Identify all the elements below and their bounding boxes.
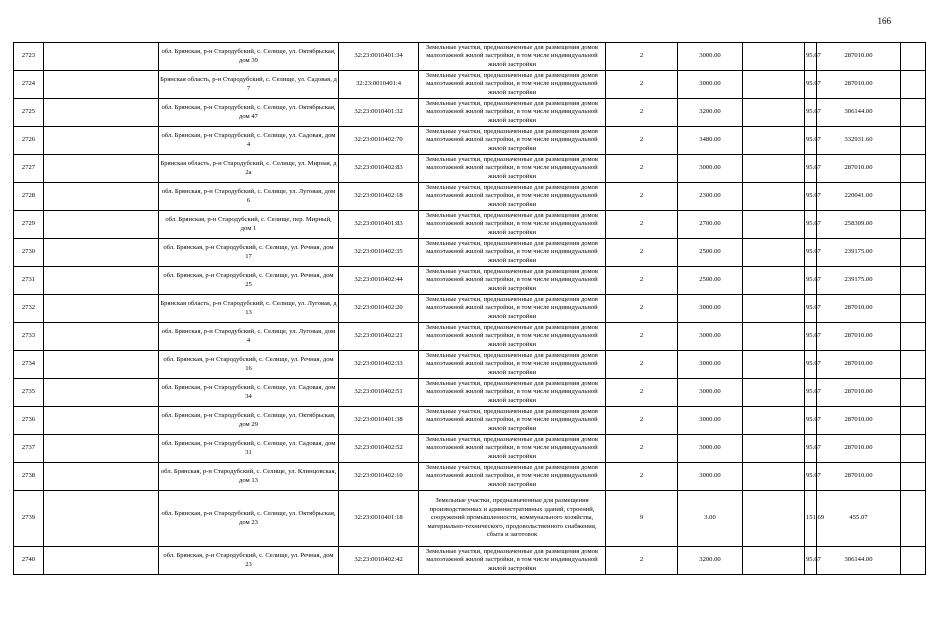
empty-cell: [743, 239, 805, 267]
rate-cell: 95.67: [805, 43, 817, 71]
empty-cell: [743, 323, 805, 351]
cadastral-number-cell: 32:23:0010401:34: [339, 43, 419, 71]
cadastral-number-cell: 32:23:0010402:18: [339, 183, 419, 211]
category-cell: 2: [606, 323, 678, 351]
cadastral-value-cell: 306144.00: [817, 547, 901, 575]
cadastral-value-cell: 455.07: [817, 491, 901, 547]
empty-cell: [44, 99, 159, 127]
area-cell: 3200.00: [678, 99, 743, 127]
rate-cell: 95.67: [805, 435, 817, 463]
empty-cell: [44, 183, 159, 211]
cadastral-number-cell: 32:23:0010401:4: [339, 71, 419, 99]
empty-cell: [901, 435, 926, 463]
empty-cell: [44, 211, 159, 239]
cadastral-number-cell: 32:23:0010402:10: [339, 463, 419, 491]
area-cell: 3.00: [678, 491, 743, 547]
cadastral-number-cell: 32:23:0010401:38: [339, 407, 419, 435]
row-number: 2727: [14, 155, 44, 183]
cadastral-number-cell: 32:23:0010402:35: [339, 239, 419, 267]
empty-cell: [743, 435, 805, 463]
category-cell: 2: [606, 71, 678, 99]
empty-cell: [901, 239, 926, 267]
land-use-cell: Земельные участки, предназначенные для размещения домов малоэтажной жилой застройки, в том числе индивидуальной жилой застройки: [419, 323, 606, 351]
table-row: [14, 463, 926, 491]
empty-cell: [44, 407, 159, 435]
address-cell: обл. Брянская, р-н Стародубский, с. Селище, пер. Мирный, дом 1: [159, 211, 339, 239]
empty-cell: [44, 351, 159, 379]
empty-cell: [743, 379, 805, 407]
empty-cell: [743, 267, 805, 295]
cadastral-number-cell: 32:23:0010402:42: [339, 547, 419, 575]
category-cell: 2: [606, 239, 678, 267]
address-cell: обл. Брянская, р-н Стародубский, с. Селище, ул. Речная, дом 16: [159, 351, 339, 379]
rate-cell: 95.67: [805, 547, 817, 575]
empty-cell: [743, 211, 805, 239]
category-cell: 2: [606, 407, 678, 435]
land-use-cell: Земельные участки, предназначенные для размещения домов малоэтажной жилой застройки, в том числе индивидуальной жилой застройки: [419, 379, 606, 407]
area-cell: 2500.00: [678, 239, 743, 267]
area-cell: 3000.00: [678, 351, 743, 379]
empty-cell: [901, 547, 926, 575]
cadastral-number-cell: 32:23:0010401:18: [339, 491, 419, 547]
area-cell: 3000.00: [678, 155, 743, 183]
land-use-cell: Земельные участки, предназначенные для размещения домов малоэтажной жилой застройки, в том числе индивидуальной жилой застройки: [419, 547, 606, 575]
empty-cell: [901, 155, 926, 183]
empty-cell: [743, 71, 805, 99]
empty-cell: [743, 407, 805, 435]
area-cell: 3000.00: [678, 407, 743, 435]
land-use-cell: Земельные участки, предназначенные для размещения домов малоэтажной жилой застройки, в том числе индивидуальной жилой застройки: [419, 463, 606, 491]
empty-cell: [743, 43, 805, 71]
area-cell: 3000.00: [678, 379, 743, 407]
row-number: 2735: [14, 379, 44, 407]
land-use-cell: Земельные участки, предназначенные для размещения домов малоэтажной жилой застройки, в том числе индивидуальной жилой застройки: [419, 183, 606, 211]
row-number: 2731: [14, 267, 44, 295]
area-cell: 3000.00: [678, 323, 743, 351]
row-number: 2739: [14, 491, 44, 547]
cadastral-number-cell: 32:23:0010402:33: [339, 351, 419, 379]
row-number: 2725: [14, 99, 44, 127]
rate-cell: 95.67: [805, 463, 817, 491]
empty-cell: [901, 71, 926, 99]
row-number: 2726: [14, 127, 44, 155]
cadastral-number-cell: 32:23:0010402:21: [339, 323, 419, 351]
address-cell: обл. Брянская, р-н Стародубский, с. Селище, ул. Садовая, дом 31: [159, 435, 339, 463]
category-cell: 2: [606, 127, 678, 155]
address-cell: обл. Брянская, р-н Стародубский, с. Селище, ул. Луговая, дом 4: [159, 323, 339, 351]
empty-cell: [743, 99, 805, 127]
empty-cell: [901, 183, 926, 211]
cadastral-number-cell: 32:23:0010402:83: [339, 155, 419, 183]
cadastral-number-cell: 32:23:0010402:20: [339, 295, 419, 323]
empty-cell: [44, 463, 159, 491]
area-cell: 3200.00: [678, 547, 743, 575]
rate-cell: 95.67: [805, 323, 817, 351]
empty-cell: [44, 239, 159, 267]
empty-cell: [44, 379, 159, 407]
address-cell: Брянская область, р-н Стародубский, с. Селище, ул. Садовая, д 7: [159, 71, 339, 99]
page-number: 166: [877, 16, 891, 26]
rate-cell: 95.67: [805, 155, 817, 183]
empty-cell: [901, 379, 926, 407]
cadastral-number-cell: 32:23:0010402:70: [339, 127, 419, 155]
cadastral-value-cell: 306144.00: [817, 99, 901, 127]
area-cell: 3000.00: [678, 71, 743, 99]
cadastral-value-cell: 220041.00: [817, 183, 901, 211]
table-row: [14, 407, 926, 435]
cadastral-value-cell: 258309.00: [817, 211, 901, 239]
row-number: 2724: [14, 71, 44, 99]
address-cell: обл. Брянская, р-н Стародубский, с. Селище, ул. Садовая, дом 34: [159, 379, 339, 407]
category-cell: 2: [606, 43, 678, 71]
cadastral-value-cell: 287010.00: [817, 351, 901, 379]
row-number: 2734: [14, 351, 44, 379]
address-cell: обл. Брянская, р-н Стародубский, с. Селище, ул. Октябрьская, дом 23: [159, 491, 339, 547]
empty-cell: [44, 127, 159, 155]
land-use-cell: Земельные участки, предназначенные для размещения домов малоэтажной жилой застройки, в том числе индивидуальной жилой застройки: [419, 155, 606, 183]
table-row: [14, 491, 926, 547]
empty-cell: [901, 351, 926, 379]
row-number: 2723: [14, 43, 44, 71]
empty-cell: [901, 323, 926, 351]
table-body: [14, 43, 926, 575]
category-cell: 2: [606, 435, 678, 463]
cadastral-value-cell: 287010.00: [817, 43, 901, 71]
land-use-cell: Земельные участки, предназначенные для размещения домов малоэтажной жилой застройки, в том числе индивидуальной жилой застройки: [419, 407, 606, 435]
row-number: 2728: [14, 183, 44, 211]
cadastral-number-cell: 32:23:0010402:44: [339, 267, 419, 295]
empty-cell: [743, 127, 805, 155]
cadastral-value-cell: 287010.00: [817, 379, 901, 407]
address-cell: Брянская область, р-н Стародубский, с. Селище, ул. Мирная, д 2а: [159, 155, 339, 183]
rate-cell: 95.67: [805, 379, 817, 407]
empty-cell: [901, 491, 926, 547]
table-row: [14, 547, 926, 575]
empty-cell: [44, 491, 159, 547]
category-cell: 2: [606, 351, 678, 379]
table-row: [14, 127, 926, 155]
row-number: 2733: [14, 323, 44, 351]
cadastral-value-cell: 287010.00: [817, 407, 901, 435]
empty-cell: [44, 155, 159, 183]
empty-cell: [44, 435, 159, 463]
rate-cell: 151.69: [805, 491, 817, 547]
table-row: [14, 267, 926, 295]
rate-cell: 95.67: [805, 211, 817, 239]
area-cell: 3000.00: [678, 435, 743, 463]
cadastral-number-cell: 32:23:0010401:83: [339, 211, 419, 239]
category-cell: 9: [606, 491, 678, 547]
land-use-cell: Земельные участки, предназначенные для размещения домов малоэтажной жилой застройки, в том числе индивидуальной жилой застройки: [419, 211, 606, 239]
table-row: [14, 183, 926, 211]
area-cell: 3480.00: [678, 127, 743, 155]
category-cell: 2: [606, 267, 678, 295]
land-use-cell: Земельные участки, предназначенные для размещения домов малоэтажной жилой застройки, в том числе индивидуальной жилой застройки: [419, 267, 606, 295]
row-number: 2737: [14, 435, 44, 463]
cadastral-value-cell: 287010.00: [817, 295, 901, 323]
empty-cell: [901, 267, 926, 295]
empty-cell: [901, 295, 926, 323]
row-number: 2738: [14, 463, 44, 491]
address-cell: обл. Брянская, р-н Стародубский, с. Селище, ул. Клинцовская, дом 13: [159, 463, 339, 491]
category-cell: 2: [606, 155, 678, 183]
category-cell: 2: [606, 379, 678, 407]
empty-cell: [743, 351, 805, 379]
empty-cell: [901, 407, 926, 435]
address-cell: обл. Брянская, р-н Стародубский, с. Селище, ул. Луговая, дом 6: [159, 183, 339, 211]
address-cell: обл. Брянская, р-н Стародубский, с. Селище, ул. Садовая, дом 4: [159, 127, 339, 155]
empty-cell: [44, 295, 159, 323]
cadastral-value-cell: 287010.00: [817, 71, 901, 99]
table-row: [14, 239, 926, 267]
cadastral-number-cell: 32:23:0010401:32: [339, 99, 419, 127]
cadastral-value-cell: 239175.00: [817, 267, 901, 295]
table-row: [14, 71, 926, 99]
area-cell: 3000.00: [678, 43, 743, 71]
cadastral-number-cell: 32:23:0010402:52: [339, 435, 419, 463]
rate-cell: 95.67: [805, 71, 817, 99]
empty-cell: [743, 491, 805, 547]
address-cell: обл. Брянская, р-н Стародубский, с. Селище, ул. Речная, дом 23: [159, 547, 339, 575]
table-row: [14, 435, 926, 463]
table-row: [14, 379, 926, 407]
address-cell: обл. Брянская, р-н Стародубский, с. Селище, ул. Октябрьская, дом 29: [159, 407, 339, 435]
empty-cell: [901, 43, 926, 71]
land-use-cell: Земельные участки, предназначенные для размещения домов малоэтажной жилой застройки, в том числе индивидуальной жилой застройки: [419, 295, 606, 323]
cadastral-value-cell: 287010.00: [817, 435, 901, 463]
table-row: [14, 155, 926, 183]
row-number: 2730: [14, 239, 44, 267]
rate-cell: 95.67: [805, 407, 817, 435]
empty-cell: [44, 323, 159, 351]
empty-cell: [743, 155, 805, 183]
address-cell: обл. Брянская, р-н Стародубский, с. Селище, ул. Речная, дом 25: [159, 267, 339, 295]
table-row: [14, 351, 926, 379]
area-cell: 2500.00: [678, 267, 743, 295]
land-use-cell: Земельные участки, предназначенные для размещения домов малоэтажной жилой застройки, в том числе индивидуальной жилой застройки: [419, 239, 606, 267]
area-cell: 3000.00: [678, 463, 743, 491]
empty-cell: [901, 463, 926, 491]
rate-cell: 95.67: [805, 239, 817, 267]
address-cell: обл. Брянская, р-н Стародубский, с. Селище, ул. Речная, дом 17: [159, 239, 339, 267]
rate-cell: 95.67: [805, 99, 817, 127]
empty-cell: [743, 463, 805, 491]
address-cell: обл. Брянская, р-н Стародубский, с. Селище, ул. Октябрьская, дом 39: [159, 43, 339, 71]
area-cell: 2300.00: [678, 183, 743, 211]
cadastral-number-cell: 32:23:0010402:51: [339, 379, 419, 407]
land-use-cell: Земельные участки, предназначенные для размещения домов малоэтажной жилой застройки, в том числе индивидуальной жилой застройки: [419, 127, 606, 155]
cadastral-value-cell: 287010.00: [817, 463, 901, 491]
cadastral-value-cell: 287010.00: [817, 323, 901, 351]
category-cell: 2: [606, 99, 678, 127]
cadastral-value-cell: 287010.00: [817, 155, 901, 183]
area-cell: 2700.00: [678, 211, 743, 239]
empty-cell: [44, 267, 159, 295]
land-use-cell: Земельные участки, предназначенные для размещения производственных и административных зданий, строений, сооружений промышленности, коммунального хозяйства, материально-технического, продовольственного снабжения, сбыта и заготовок: [419, 491, 606, 547]
row-number: 2736: [14, 407, 44, 435]
empty-cell: [44, 71, 159, 99]
table-row: [14, 295, 926, 323]
category-cell: 2: [606, 211, 678, 239]
category-cell: 2: [606, 547, 678, 575]
rate-cell: 95.67: [805, 127, 817, 155]
empty-cell: [901, 211, 926, 239]
land-use-cell: Земельные участки, предназначенные для размещения домов малоэтажной жилой застройки, в том числе индивидуальной жилой застройки: [419, 435, 606, 463]
cadastral-value-cell: 332931.60: [817, 127, 901, 155]
table-row: [14, 323, 926, 351]
empty-cell: [901, 99, 926, 127]
cadastral-value-cell: 239175.00: [817, 239, 901, 267]
rate-cell: 95.67: [805, 183, 817, 211]
table-row: [14, 43, 926, 71]
category-cell: 2: [606, 183, 678, 211]
rate-cell: 95.67: [805, 295, 817, 323]
row-number: 2729: [14, 211, 44, 239]
empty-cell: [743, 295, 805, 323]
row-number: 2740: [14, 547, 44, 575]
land-use-cell: Земельные участки, предназначенные для размещения домов малоэтажной жилой застройки, в том числе индивидуальной жилой застройки: [419, 351, 606, 379]
land-use-cell: Земельные участки, предназначенные для размещения домов малоэтажной жилой застройки, в том числе индивидуальной жилой застройки: [419, 71, 606, 99]
empty-cell: [743, 547, 805, 575]
area-cell: 3000.00: [678, 295, 743, 323]
land-use-cell: Земельные участки, предназначенные для размещения домов малоэтажной жилой застройки, в том числе индивидуальной жилой застройки: [419, 99, 606, 127]
category-cell: 2: [606, 295, 678, 323]
rate-cell: 95.67: [805, 351, 817, 379]
table-row: [14, 211, 926, 239]
category-cell: 2: [606, 463, 678, 491]
land-registry-table: [13, 42, 926, 575]
empty-cell: [44, 547, 159, 575]
rate-cell: 95.67: [805, 267, 817, 295]
land-use-cell: Земельные участки, предназначенные для размещения домов малоэтажной жилой застройки, в том числе индивидуальной жилой застройки: [419, 43, 606, 71]
empty-cell: [44, 43, 159, 71]
empty-cell: [901, 127, 926, 155]
row-number: 2732: [14, 295, 44, 323]
address-cell: обл. Брянская, р-н Стародубский, с. Селище, ул. Октябрьская, дом 47: [159, 99, 339, 127]
address-cell: Брянская область, р-н Стародубский, с. Селище, ул. Луговая, д 13: [159, 295, 339, 323]
table-row: [14, 99, 926, 127]
empty-cell: [743, 183, 805, 211]
